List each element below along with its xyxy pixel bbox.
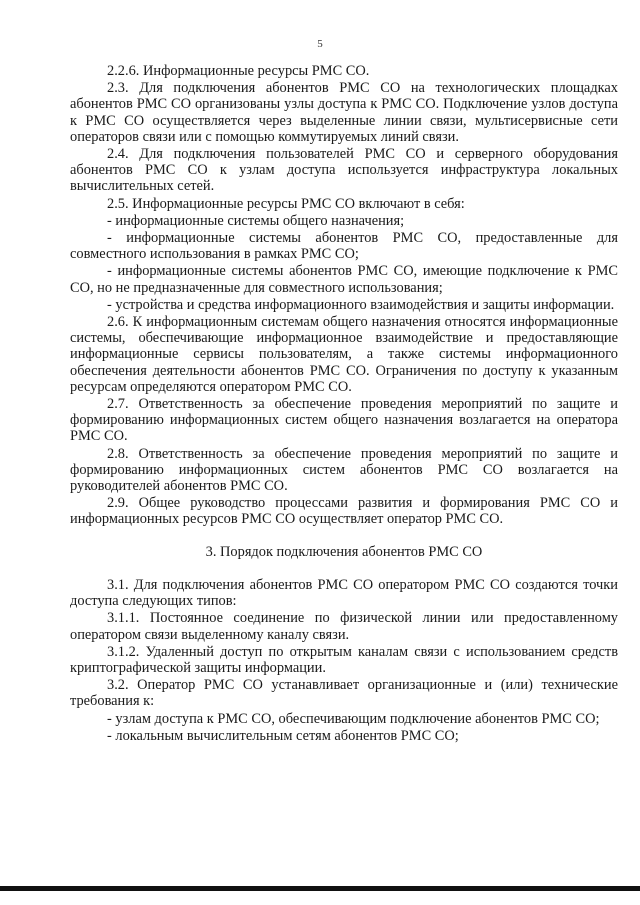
paragraph-2-2-6: 2.2.6. Информационные ресурсы РМС СО.	[107, 63, 370, 79]
list-item: - информационные системы абонентов РМС СО, предоставленные для совместного использования в рамках РМС СО;	[70, 230, 618, 263]
paragraph-2-3: 2.3. Для подключения абонентов РМС СО на технологических площадках абонентов РМС СО организованы узлы доступа к РМС СО. Подключение узлов доступа к РМС СО осуществляется через выделенные линии связи, мультисервисные сети операторов связи или с помощью коммутируемых линий связи.	[70, 80, 618, 145]
paragraph-2-7: 2.7. Ответственность за обеспечение проведения мероприятий по защите и формированию информационных систем общего назначения возлагается на оператора РМС СО.	[70, 396, 618, 445]
paragraph-3-2: 3.2. Оператор РМС СО устанавливает организационные и (или) технические требования к:	[70, 677, 618, 710]
list-item: - устройства и средства информационного взаимодействия и защиты информации.	[107, 296, 615, 313]
document-body	[70, 63, 618, 745]
list-item: - узлам доступа к РМС СО, обеспечивающим подключение абонентов РМС СО;	[107, 710, 600, 727]
paragraph-3-1-2: 3.1.2. Удаленный доступ по открытым каналам связи с использованием средств криптографической защиты информации.	[70, 643, 618, 676]
paragraph-2-9: 2.9. Общее руководство процессами развития и формирования РМС СО и информационных ресурсов РМС СО осуществляет оператор РМС СО.	[70, 495, 618, 528]
list-item: - локальным вычислительным сетям абонентов РМС СО;	[107, 727, 459, 744]
paragraph-3-1-1: 3.1.1. Постоянное соединение по физической линии или предоставленному оператором связи выделенному каналу связи.	[70, 610, 618, 643]
section-heading: 3. Порядок подключения абонентов РМС СО	[205, 543, 483, 560]
page-number: 5	[317, 38, 323, 50]
paragraph-3-1: 3.1. Для подключения абонентов РМС СО оператором РМС СО создаются точки доступа следующих типов:	[70, 576, 618, 610]
list-item: - информационные системы общего назначения;	[107, 212, 405, 229]
paragraph-2-5: 2.5. Информационные ресурсы РМС СО включают в себя:	[107, 195, 465, 212]
paragraph-2-8: 2.8. Ответственность за обеспечение проведения мероприятий по защите и формированию информационных систем абонентов РМС СО возлагается на руководителей абонентов РМС СО.	[70, 445, 618, 495]
paragraph-2-6: 2.6. К информационным системам общего назначения относятся информационные системы, обеспечивающие информационное взаимодействие и предоставляющие информационные сервисы пользователям, а также системы информационного обеспечения деятельности абонентов РМС СО. Ограничения по доступу к указанным ресурсам определяются оператором РМС СО.	[70, 314, 618, 395]
list-item: - информационные системы абонентов РМС СО, имеющие подключение к РМС СО, но не предназначенные для совместного использования;	[70, 263, 618, 296]
scan-bottom-border	[0, 886, 640, 891]
paragraph-2-4: 2.4. Для подключения пользователей РМС СО и серверного оборудования абонентов РМС СО к узлам доступа используется инфраструктура локальных вычислительных сетей.	[70, 146, 618, 195]
